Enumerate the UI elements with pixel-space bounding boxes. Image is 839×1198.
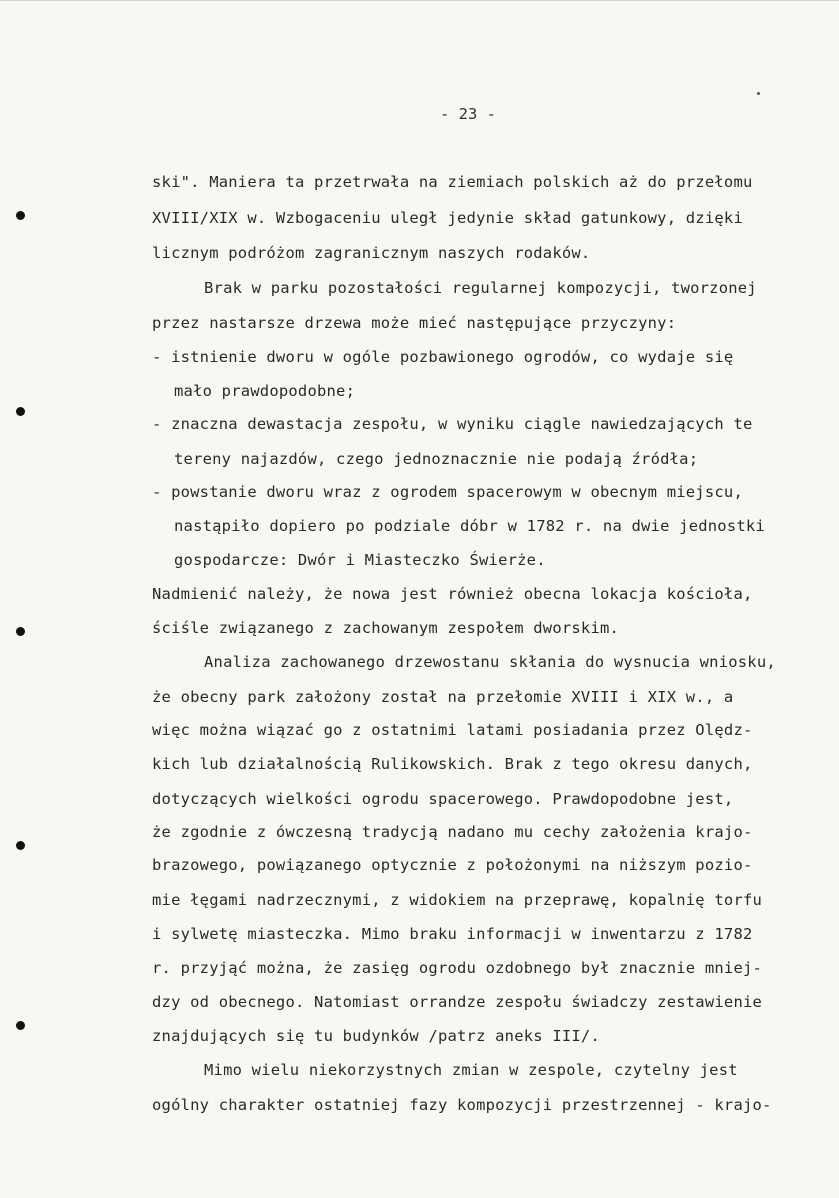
text-line: gospodarcze: Dwór i Miasteczko Świerże.: [174, 551, 546, 569]
text-line: ściśle związanego z zachowanym zespołem dworskim.: [152, 619, 620, 637]
text-line: - powstanie dworu wraz z ogrodem spacerowym w obecnym miejscu,: [152, 483, 743, 501]
binding-hole: [16, 211, 25, 220]
text-line: dotyczących wielkości ogrodu spacerowego. Prawdopodobne jest,: [152, 790, 734, 808]
text-line: tereny najazdów, czego jednoznacznie nie podają źródła;: [174, 450, 699, 468]
text-line: Brak w parku pozostałości regularnej kompozycji, tworzonej: [204, 279, 757, 297]
text-line: nastąpiło dopiero po podziale dóbr w 1782 r. na dwie jednostki: [174, 517, 765, 535]
text-line: Mimo wielu niekorzystnych zmian w zespole, czytelny jest: [204, 1061, 738, 1079]
text-line: dzy od obecnego. Natomiast orrandze zespołu świadczy zestawienie: [152, 993, 763, 1011]
text-line: Nadmienić należy, że nowa jest również obecna lokacja kościoła,: [152, 585, 753, 603]
binding-hole: [16, 627, 25, 636]
paper-speck: [757, 92, 760, 95]
text-line: mie łęgami nadrzecznymi, z widokiem na przeprawę, kopalnię torfu: [152, 891, 763, 909]
binding-hole: [16, 407, 25, 416]
text-line: - znaczna dewastacja zespołu, w wyniku ciągle nawiedzających te: [152, 415, 753, 433]
text-line: znajdujących się tu budynków /patrz aneks III/.: [152, 1027, 600, 1045]
text-line: Analiza zachowanego drzewostanu skłania do wysnucia wniosku,: [204, 653, 776, 671]
text-line: ski". Maniera ta przetrwała na ziemiach polskich aż do przełomu: [152, 173, 753, 191]
binding-hole: [16, 841, 25, 850]
text-line: przez nastarsze drzewa może mieć następujące przyczyny:: [152, 314, 677, 332]
text-line: licznym podróżom zagranicznym naszych rodaków.: [152, 244, 591, 262]
text-line: r. przyjąć można, że zasięg ogrodu ozdobnego był znacznie mniej-: [152, 959, 763, 977]
page-number: - 23 -: [440, 105, 496, 123]
text-line: XVIII/XIX w. Wzbogaceniu uległ jedynie skład gatunkowy, dzięki: [152, 209, 743, 227]
text-line: i sylwetę miasteczka. Mimo braku informacji w inwentarzu z 1782: [152, 925, 753, 943]
text-line: ogólny charakter ostatniej fazy kompozycji przestrzennej - krajo-: [152, 1096, 772, 1114]
text-line: że zgodnie z ówczesną tradycją nadano mu cechy założenia krajo-: [152, 823, 753, 841]
binding-hole: [16, 1021, 25, 1030]
text-line: więc można wiązać go z ostatnimi latami posiadania przez Olędz-: [152, 721, 753, 739]
text-line: mało prawdopodobne;: [174, 382, 356, 400]
text-line: - istnienie dworu w ogóle pozbawionego ogrodów, co wydaje się: [152, 348, 734, 366]
text-line: kich lub działalnością Rulikowskich. Brak z tego okresu danych,: [152, 755, 753, 773]
text-line: brazowego, powiązanego optycznie z położonymi na niższym pozio-: [152, 856, 753, 874]
text-line: że obecny park założony został na przełomie XVIII i XIX w., a: [152, 688, 734, 706]
